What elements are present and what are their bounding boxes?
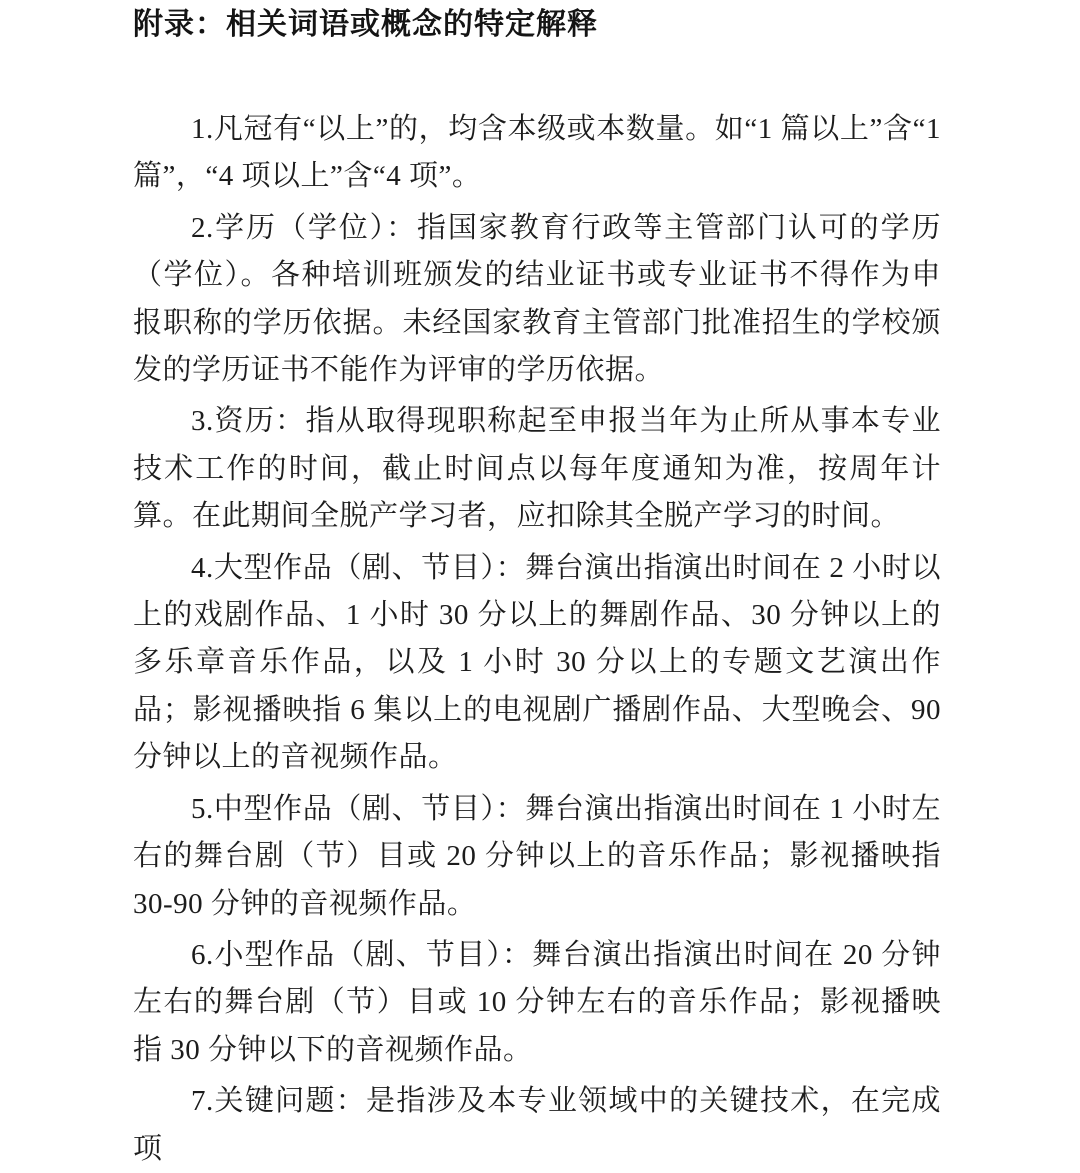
definition-paragraph-4: 4.大型作品（剧、节目）：舞台演出指演出时间在 2 小时以上的戏剧作品、1 小时 30 分以上的舞剧作品、30 分钟以上的多乐章音乐作品，以及 1 小时 30 分以上的专题文艺演出作品；影视播映指 6 集以上的电视剧广播剧作品、大型晚会、90 分钟以上的音视频作品。 [133,551,941,774]
definition-paragraph-1: 1.凡冠有“以上”的，均含本级或本数量。如“1 篇以上”含“1 篇”，“4 项以上”含“4 项”。 [133,113,941,193]
definition-paragraph-7: 7.关键问题：是指涉及本专业领域中的关键技术，在完成项 [133,1085,941,1165]
definition-paragraph-5: 5.中型作品（剧、节目）：舞台演出指演出时间在 1 小时左右的舞台剧（节）目或 20 分钟以上的音乐作品；影视播映指 30-90 分钟的音视频作品。 [133,792,941,920]
definition-paragraph-2: 2.学历（学位）：指国家教育行政等主管部门认可的学历（学位）。各种培训班颁发的结业证书或专业证书不得作为申报职称的学历依据。未经国家教育主管部门批准招生的学校颁发的学历证书不能作为评审的学历依据。 [133,211,941,387]
definition-paragraph-6: 6.小型作品（剧、节目）：舞台演出指演出时间在 20 分钟左右的舞台剧（节）目或 10 分钟左右的音乐作品；影视播映指 30 分钟以下的音视频作品。 [133,938,941,1066]
definition-paragraph-3: 3.资历：指从取得现职称起至申报当年为止所从事本专业技术工作的时间，截止时间点以每年度通知为准，按周年计算。在此期间全脱产学习者，应扣除其全脱产学习的时间。 [133,405,941,533]
appendix-title: 附录：相关词语或概念的特定解释 [133,8,598,41]
appendix-body [133,106,941,1173]
